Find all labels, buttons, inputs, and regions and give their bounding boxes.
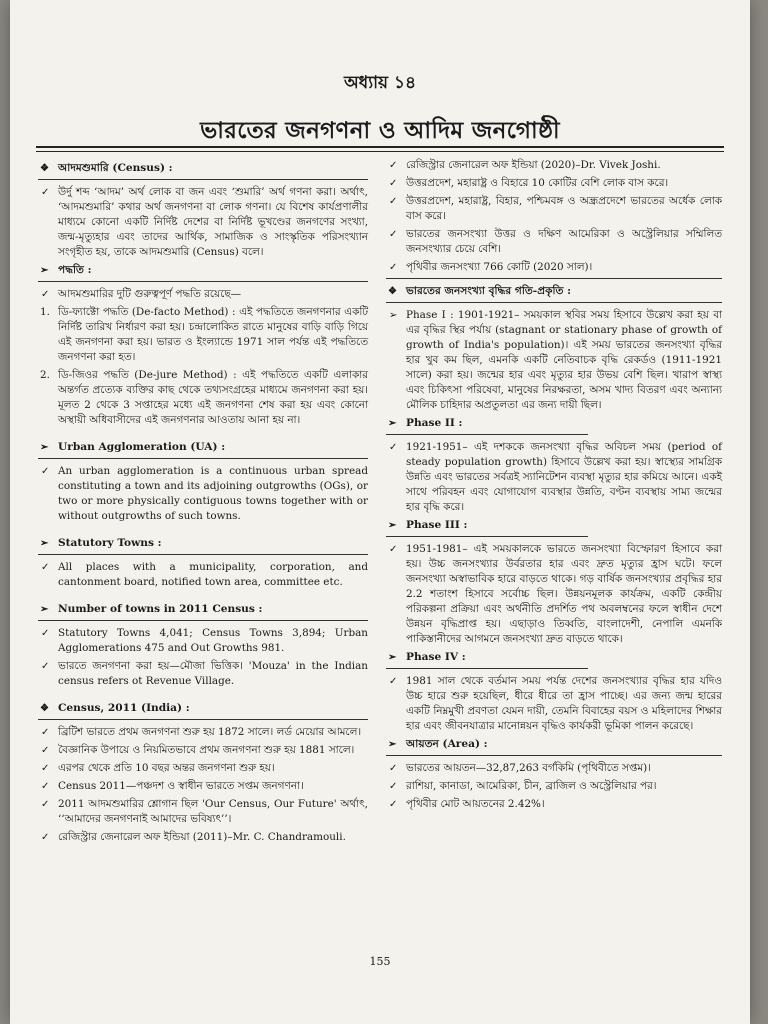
list-item: ✓ All places with a municipality, corporation, and cantonment board, notified town area, committee etc. (41, 561, 368, 588)
check-icon: ✓ (389, 196, 398, 207)
check-icon: ✓ (41, 661, 50, 672)
left-column (38, 158, 368, 848)
check-icon: ✓ (389, 676, 398, 687)
section-heading: ❖ আদমশুমারি (Census) : (40, 162, 173, 174)
list-item: ✓ উত্তরপ্রদেশ, মহারাষ্ট্র ও বিহারে 10 কোটির বেশি লোক বাস করে। (389, 177, 669, 189)
title-rule (36, 151, 724, 152)
check-icon: ✓ (389, 229, 398, 240)
numbered-item: 2. ডি-জিওর পদ্ধতি (De-jure Method) : এই পদ্ধতিতে একটি এলাকার অন্তর্গত প্রত্যেক ব্যক্তির কাছ থেকে তথ্যসংগ্রহের মাধ্যমে জনগণনা করা হয়। মূলত 2 থেকে 3 সপ্তাহের মধ্যে এই জনগণনা শেষ করা হয় এবং কোনো অস্থায়ী অধিবাসীদের এই জনগণনার আওতায় আনা হয় না। (40, 369, 368, 426)
list-item: ✓ 1981 সাল থেকে বর্তমান সময় পর্যন্ত দেশের জনসংখ্যার বৃদ্ধির হার যদিও উচ্চ হারে শুরু হয়েছিল, ধীরে ধীরে তা হ্রাস পাচ্ছে। এর জন্য জন্ম হারের একটি নিম্নমুখী প্রবণতা যেমন দায়ী, তেমনি বিবাহের বয়স ও মহিলাদের শিক্ষার হার এবং জীবনযাত্রার মানোন্নয়ন বৃদ্ধিও কার্যকরী ভূমিকা পালন করেছে। (389, 675, 722, 732)
list-item: ✓ ব্রিটিশ ভারতে প্রথম জনগণনা শুরু হয় 1872 সালে। লর্ড মেয়োর আমলে। (41, 726, 362, 738)
list-item: ✓ রেজিস্ট্রার জেনারেল অফ ইন্ডিয়া (2011)–Mr. C. Chandramouli. (41, 831, 346, 843)
section-rule (386, 755, 722, 756)
list-item: ✓ এরপর থেকে প্রতি 10 বছর অন্তর জনগণনা শুরু হয়। (41, 762, 275, 774)
section-rule (38, 281, 368, 282)
list-item: ✓ Statutory Towns 4,041; Census Towns 3,894; Urban Agglomerations 475 and Out Growths 981. (41, 627, 368, 654)
section-rule (386, 536, 588, 537)
list-item: ✓ ভারতের আয়তন—32,87,263 বর্গকিমি (পৃথিবীতে সপ্তম)। (389, 762, 651, 774)
arrow-icon: ➢ (388, 520, 397, 531)
check-icon: ✓ (41, 727, 50, 738)
section-rule (38, 179, 368, 180)
check-icon: ✓ (41, 745, 50, 756)
check-icon: ✓ (41, 763, 50, 774)
section-heading: ➢ Statutory Towns : (40, 537, 162, 549)
arrow-icon: ➢ (388, 652, 397, 663)
list-item: ✓ 1951-1981– এই সময়কালকে ভারতে জনসংখ্যা বিস্ফোরণ হিসাবে করা হয়। উচ্চ জনসংখ্যার উর্বরতার হার এবং দ্রুত মৃত্যুর হ্রাস ঘটে। ফলে জনসংখ্যা অস্বাভাবিক হারে বাড়তে থাকে। গড় বার্ষিক জনসংখ্যার প্রবৃদ্ধির হার 2.2 শতাংশ হিসাবে সর্বোচ্চ ছিল। উন্নয়নমূলক কার্যক্রম, একটি কেন্দ্রীয় পরিকল্পনা প্রক্রিয়া এবং অর্থনীতি প্রদর্শিত পথ অবলম্বনের ফলে স্বাধীন দেশে উন্নয়ন বৃদ্ধিপ্রাপ্ত হয়। এছাড়াও তিব্বতি, বাংলাদেশী, নেপালি এমনকি পাকিস্তানীদের আগমনে জনসংখ্যা দ্রুত বাড়তে থাকে। (389, 543, 722, 645)
diamond-icon: ❖ (40, 703, 49, 714)
check-icon: ✓ (389, 160, 398, 171)
list-item: ✓ 1921-1951– এই দশককে জনসংখ্যা বৃদ্ধির অবিচল সময় (period of steady population growth) হিসাবে উল্লেখ করা হয়। স্বাস্থ্যের সামগ্রিক উন্নতি এবং ভারতের সর্বত্রই স্যানিটেশন ব্যবস্থা মৃত্যুর হার কমিয়ে আনে। একই সাথে পরিবহন এবং যোগাযোগ ব্যবস্থার উন্নতি, বণ্টন ব্যবস্থায় সাম্য জন্মের হার বৃদ্ধি করে। (389, 441, 722, 513)
title-rule (36, 146, 724, 148)
chapter-title: ভারতের জনগণনা ও আদিম জনগোষ্ঠী (200, 117, 560, 144)
list-item: ➢ Phase I : 1901-1921– সময়কাল স্থবির সময় হিসাবে উল্লেখ করা হয় বা এর বৃদ্ধির স্থির পর্যায় (stagnant or stationary phase of growth of growth of India's population)। এই সময় ভারতের জনসংখ্যা বৃদ্ধির হার খুব কম ছিল, এমনকি একটি নেতিবাচক বৃদ্ধি রেকর্ডও (1911-1921 সালে) করা হয়। জন্মের হার এবং মৃত্যুর হার উভয় বেশি ছিল। খারাপ স্বাস্থ্য এবং চিকিৎসা পরিষেবা, মানুষের নিরক্ষরতা, অসম খাদ্য বিতরণ এবং অন্যান্য মৌলিক চাহিদার অপ্রতুলতা এর জন্য দায়ী ছিল। (389, 309, 722, 411)
check-icon: ✓ (389, 544, 398, 555)
check-icon: ✓ (41, 781, 50, 792)
list-item: ✓ ভারতের জনসংখ্যা উত্তর ও দক্ষিণ আমেরিকা ও অস্ট্রেলিয়ার সম্মিলিত জনসংখ্যার চেয়ে বেশি। (389, 228, 722, 255)
section-rule (38, 458, 368, 459)
check-icon: ✓ (389, 781, 398, 792)
section-heading: ❖ ভারতের জনসংখ্যা বৃদ্ধির গতি-প্রকৃতি : (388, 285, 572, 297)
check-icon: ✓ (41, 628, 50, 639)
section-heading: ➢ Phase IV : (388, 651, 466, 663)
check-icon: ✓ (389, 442, 398, 453)
list-item: ✓ রেজিস্ট্রার জেনারেল অফ ইন্ডিয়া (2020)–Dr. Vivek Joshi. (389, 159, 661, 171)
list-item: ✓ আদমশুমারির দুটি গুরুত্বপূর্ণ পদ্ধতি রয়েছে— (41, 288, 242, 300)
arrow-icon: ➢ (40, 604, 49, 615)
arrow-icon: ➢ (40, 265, 49, 276)
page-number: 155 (369, 955, 391, 968)
section-rule (38, 554, 368, 555)
list-item: ✓ উর্দু শব্দ ‘আদম’ অর্থ লোক বা জন এবং ‘শুমারি’ অর্থ গণনা করা। অর্থাৎ, ‘আদমশুমারি’ কথার অর্থ জনগণনা বা লোক গণনা। যে বিশেষ কার্যপ্রণালীর মাধ্যমে কোনো একটি নির্দিষ্ট দেশের বা নির্দিষ্ট ভূখণ্ডের জনগণের সংখ্যা, জন্ম-মৃত্যুহার এবং তাদের আর্থিক, সামাজিক ও সাংস্কৃতিক পরিসংখ্যান সংগৃহীত হয়, তাকে আদমশুমারি (Census) বলে। (41, 186, 368, 258)
right-column (386, 158, 722, 815)
section-rule (38, 719, 368, 720)
list-item: ✓ পৃথিবীর জনসংখ্যা 766 কোটি (2020 সাল)। (389, 261, 593, 273)
list-item: ✓ Census 2011—পঞ্চদশ ও স্বাধীন ভারতে সপ্তম জনগণনা। (41, 780, 304, 792)
section-heading: ❖ Census, 2011 (India) : (40, 702, 190, 714)
chapter-number: অধ্যায় ১৪ (343, 73, 417, 93)
list-item: ✓ 2011 আদমশুমারির শ্লোগান ছিল 'Our Census, Our Future' অর্থাৎ, ‘‘আমাদের জনগণনাই আমাদের ভবিষ্যৎ’’। (41, 798, 368, 825)
check-icon: ✓ (389, 262, 398, 273)
section-heading: ➢ Phase II : (388, 417, 463, 429)
check-icon: ✓ (41, 832, 50, 843)
arrow-icon: ➢ (40, 538, 49, 549)
check-icon: ✓ (41, 187, 50, 198)
arrow-icon: ➢ (388, 739, 397, 750)
check-icon: ✓ (41, 289, 50, 300)
list-item: ✓ An urban agglomeration is a continuous urban spread constituting a town and its adjoining outgrowths (OGs), or two or more physically contiguous towns together with or without outgrowths of such towns. (41, 465, 368, 522)
check-icon: ✓ (41, 562, 50, 573)
arrow-icon: ➢ (388, 418, 397, 429)
section-heading: ➢ Number of towns in 2011 Census : (40, 603, 263, 615)
arrow-icon: ➢ (389, 310, 398, 321)
numbered-item: 1. ডি-ফ্যাক্টো পদ্ধতি (De-facto Method) : এই পদ্ধতিতে জনগণনার একটি নির্দিষ্ট তারিখ নির্ধারণ করা হয়। চন্দ্রালোকিত রাতে মানুষের বাড়ি বাড়ি গিয়ে এই জনগণনা করা হয়। ভারত ও ইংল্যান্ডে 1971 সাল পর্যন্ত এই পদ্ধতিতে জনগণনা করা হত। (40, 306, 368, 363)
list-item: ✓ বৈজ্ঞানিক উপায়ে ও নিয়মিতভাবে প্রথম জনগণনা শুরু হয় 1881 সালে। (41, 744, 355, 756)
section-rule (38, 620, 368, 621)
check-icon: ✓ (41, 799, 50, 810)
section-heading: ➢ Phase III : (388, 519, 468, 531)
check-icon: ✓ (41, 466, 50, 477)
list-item: ✓ ভারতে জনগণনা করা হয়—মৌজা ভিত্তিক। 'Mouza' in the Indian census refers ot Revenue Village. (41, 660, 368, 687)
check-icon: ✓ (389, 799, 398, 810)
section-heading: ➢ Urban Agglomeration (UA) : (40, 441, 226, 453)
check-icon: ✓ (389, 763, 398, 774)
diamond-icon: ❖ (388, 286, 397, 297)
section-rule (386, 302, 722, 303)
check-icon: ✓ (389, 178, 398, 189)
section-rule (386, 434, 588, 435)
section-heading: ➢ আয়তন (Area) : (388, 738, 488, 750)
list-item: ✓ রাশিয়া, কানাডা, আমেরিকা, চীন, ব্রাজিল ও অস্ট্রেলিয়ার পর। (389, 780, 657, 792)
arrow-icon: ➢ (40, 442, 49, 453)
section-rule (386, 278, 722, 279)
list-item: ✓ পৃথিবীর মোট আয়তনের 2.42%। (389, 798, 545, 810)
list-item: ✓ উত্তরপ্রদেশ, মহারাষ্ট্র, বিহার, পশ্চিমবঙ্গ ও অন্ধ্রপ্রদেশে ভারতের অর্ধেক লোক বাস করে। (389, 195, 722, 222)
diamond-icon: ❖ (40, 163, 49, 174)
section-heading: ➢ পদ্ধতি : (40, 264, 92, 276)
section-rule (386, 668, 588, 669)
book-page (10, 0, 750, 1024)
